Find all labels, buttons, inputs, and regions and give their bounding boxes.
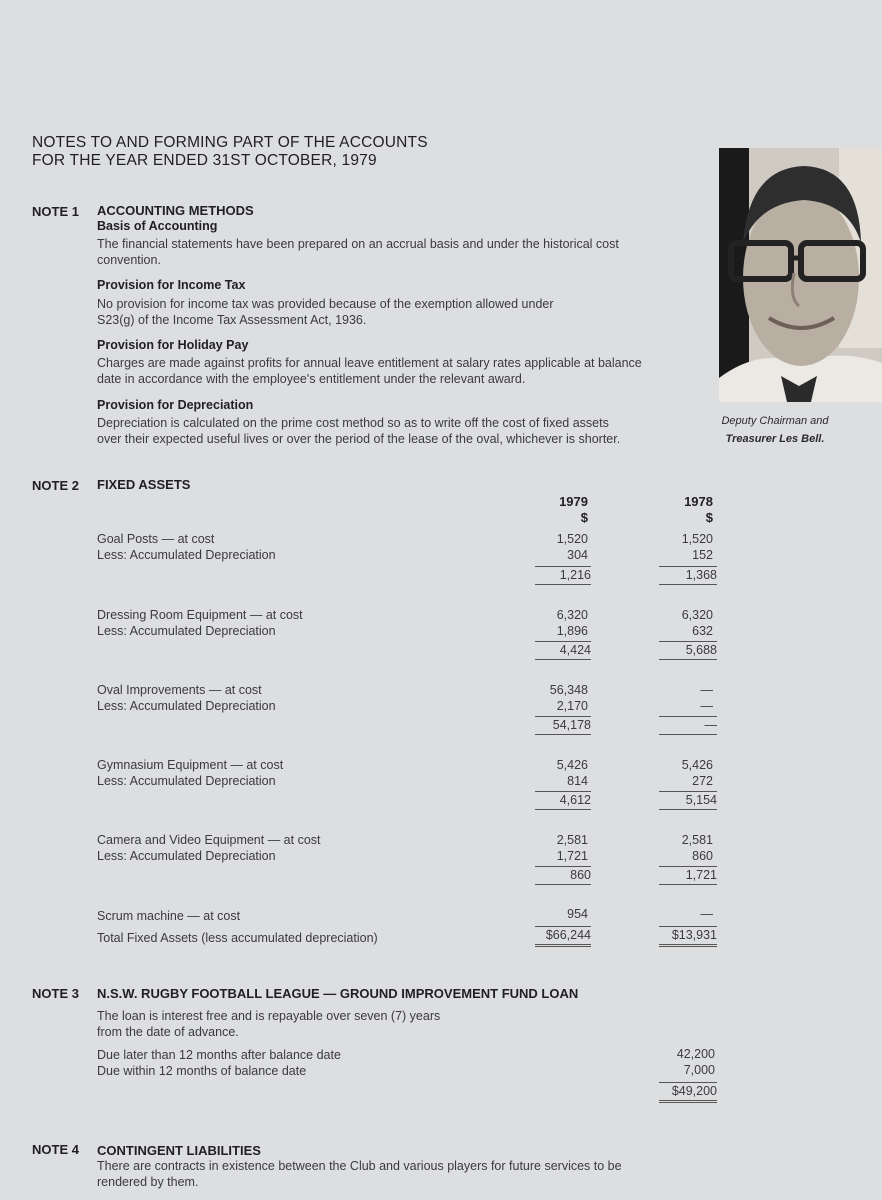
asset-group-dressing-room: [97, 607, 303, 639]
values-1978: [653, 607, 713, 639]
title-line-1: NOTES TO AND FORMING PART OF THE ACCOUNTS: [32, 134, 428, 151]
column-year: 1978: [684, 494, 713, 509]
scrum-machine-label: Scrum machine — at cost: [97, 909, 241, 923]
note1-section-depreciation-title: Provision for Depreciation: [97, 398, 254, 412]
note1-section-holiday-text: [97, 355, 642, 387]
asset-group-camera-video: [97, 832, 321, 864]
text-line: S23(g) of the Income Tax Assessment Act, 1936.: [97, 313, 367, 327]
net-value-1978: —: [659, 716, 717, 735]
depreciation-value: 152: [692, 548, 713, 562]
caption-line-1: Deputy Chairman and: [721, 415, 829, 427]
depreciation-label: Less: Accumulated Depreciation: [97, 699, 276, 713]
note3-label: NOTE 3: [32, 986, 79, 1001]
cost-value: 1,520: [556, 532, 588, 546]
net-value-1979: 4,424: [535, 641, 591, 660]
values-1978: [653, 832, 713, 864]
scrum-machine-1978: —: [700, 907, 713, 921]
net-value-1978: 5,688: [659, 641, 717, 660]
text-line: The financial statements have been prepared on an accrual basis and under the historical cost: [97, 237, 619, 251]
text-line: Depreciation is calculated on the prime cost method so as to write off the cost of fixed assets: [97, 416, 609, 430]
portrait-illustration: [719, 148, 882, 402]
column-header-1979: [528, 494, 588, 526]
note4-label: NOTE 4: [32, 1142, 79, 1157]
cost-value: 1,520: [681, 532, 713, 546]
values-1979: [528, 531, 588, 563]
text-line: The loan is interest free and is repayable over seven (7) years: [97, 1009, 441, 1023]
net-value-1979: 54,178: [535, 716, 591, 735]
depreciation-value: 304: [567, 548, 588, 562]
note3-heading: N.S.W. RUGBY FOOTBALL LEAGUE — GROUND IMPROVEMENT FUND LOAN: [97, 986, 579, 1001]
depreciation-value: 1,721: [556, 849, 588, 863]
text-line: rendered by them.: [97, 1175, 199, 1189]
values-1978: [653, 531, 713, 563]
text-line: over their expected useful lives or over the period of the lease of the oval, whichever is shorter.: [97, 432, 621, 446]
text-line: convention.: [97, 253, 161, 267]
title-line-2: FOR THE YEAR ENDED 31ST OCTOBER, 1979: [32, 152, 377, 169]
loan-total-value: $49,200: [659, 1082, 717, 1103]
note1-section-basis-title: Basis of Accounting: [97, 219, 218, 233]
total-fixed-assets-label: Total Fixed Assets (less accumulated depreciation): [97, 931, 378, 945]
loan-due-within-value: 7,000: [683, 1063, 715, 1077]
cost-value: 5,426: [681, 758, 713, 772]
page-title: [32, 134, 428, 170]
values-1978: [653, 682, 713, 714]
note1-section-tax-text: [97, 296, 554, 328]
column-year: 1979: [559, 494, 588, 509]
text-line: Charges are made against profits for annual leave entitlement at salary rates applicable at balance: [97, 356, 642, 370]
note4-text: [97, 1158, 622, 1190]
values-1979: [528, 607, 588, 639]
depreciation-label: Less: Accumulated Depreciation: [97, 774, 276, 788]
depreciation-value: 814: [567, 774, 588, 788]
values-1978: [653, 757, 713, 789]
cost-value: —: [700, 683, 713, 697]
cost-label: Gymnasium Equipment — at cost: [97, 758, 284, 772]
asset-group-goal-posts: [97, 531, 276, 563]
cost-value: 56,348: [549, 683, 588, 697]
depreciation-label: Less: Accumulated Depreciation: [97, 624, 276, 638]
cost-value: 2,581: [681, 833, 713, 847]
cost-value: 6,320: [681, 608, 713, 622]
text-line: date in accordance with the employee's entitlement under the relevant award.: [97, 372, 526, 386]
total-fixed-assets-1978: $13,931: [659, 926, 717, 947]
cost-value: 5,426: [556, 758, 588, 772]
asset-group-oval-improvements: [97, 682, 276, 714]
note2-heading: FIXED ASSETS: [97, 477, 191, 492]
text-line: There are contracts in existence between the Club and various players for future services to be: [97, 1159, 622, 1173]
text-line: from the date of advance.: [97, 1025, 239, 1039]
net-value-1979: 1,216: [535, 566, 591, 585]
cost-value: 6,320: [556, 608, 588, 622]
cost-label: Oval Improvements — at cost: [97, 683, 262, 697]
note1-heading: ACCOUNTING METHODS: [97, 203, 254, 218]
note1-section-basis-text: [97, 236, 619, 268]
depreciation-label: Less: Accumulated Depreciation: [97, 849, 276, 863]
photo-caption: [700, 412, 850, 448]
note1-section-holiday-title: Provision for Holiday Pay: [97, 338, 249, 352]
loan-due-within-label: Due within 12 months of balance date: [97, 1064, 307, 1078]
note1-label: NOTE 1: [32, 204, 79, 219]
note4-heading: CONTINGENT LIABILITIES: [97, 1143, 261, 1158]
depreciation-value: 1,896: [556, 624, 588, 638]
scrum-machine-1979: 954: [567, 907, 588, 921]
loan-due-later-value: 42,200: [676, 1047, 715, 1061]
depreciation-label: Less: Accumulated Depreciation: [97, 548, 276, 562]
total-fixed-assets-1979: $66,244: [535, 926, 591, 947]
values-1979: [528, 757, 588, 789]
net-value-1978: 1,368: [659, 566, 717, 585]
depreciation-value: 272: [692, 774, 713, 788]
cost-value: 2,581: [556, 833, 588, 847]
cost-label: Camera and Video Equipment — at cost: [97, 833, 321, 847]
note2-label: NOTE 2: [32, 478, 79, 493]
note1-section-tax-title: Provision for Income Tax: [97, 278, 246, 292]
net-value-1979: 4,612: [535, 791, 591, 810]
portrait-photo: [719, 148, 882, 402]
values-1979: [528, 682, 588, 714]
cost-label: Dressing Room Equipment — at cost: [97, 608, 303, 622]
column-currency: $: [705, 510, 713, 525]
loan-due-later-label: Due later than 12 months after balance date: [97, 1048, 341, 1062]
asset-group-gymnasium: [97, 757, 283, 789]
net-value-1978: 1,721: [659, 866, 717, 885]
cost-label: Goal Posts — at cost: [97, 532, 215, 546]
depreciation-value: 632: [692, 624, 713, 638]
depreciation-value: 2,170: [556, 699, 588, 713]
note3-text: [97, 1008, 440, 1040]
note1-section-depreciation-text: [97, 415, 620, 447]
net-value-1979: 860: [535, 866, 591, 885]
depreciation-value: 860: [692, 849, 713, 863]
text-line: No provision for income tax was provided because of the exemption allowed under: [97, 297, 554, 311]
caption-line-2: Treasurer Les Bell.: [725, 433, 825, 445]
values-1979: [528, 832, 588, 864]
column-currency: $: [580, 510, 588, 525]
depreciation-value: —: [700, 699, 713, 713]
column-header-1978: [653, 494, 713, 526]
net-value-1978: 5,154: [659, 791, 717, 810]
